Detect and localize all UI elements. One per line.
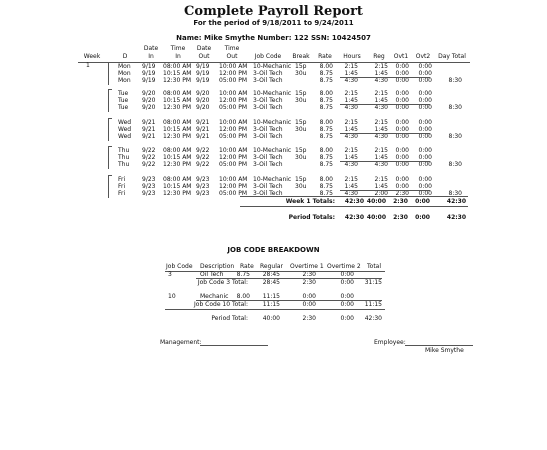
bd-col-ot1: Overtime 1 — [290, 263, 324, 270]
week-totals-ovt2: 0:00 — [415, 198, 430, 205]
row-job-code: 10-Mechanic — [253, 90, 292, 97]
row-hours: 4:30 — [344, 190, 358, 197]
row-ovt2: 0:00 — [418, 97, 432, 104]
row-date-in: 9/20 — [142, 90, 156, 97]
row-day-label: Mon — [118, 63, 131, 70]
row-date-out: 9/19 — [196, 77, 210, 84]
col-reg: Reg — [373, 53, 385, 60]
col-week: Week — [83, 53, 101, 60]
bd-period-ot2: 0:00 — [340, 315, 354, 322]
day-total-rule — [340, 161, 430, 162]
row-hours: 2:15 — [344, 63, 358, 70]
row-ovt1: 0:00 — [395, 70, 409, 77]
row-date-in: 9/21 — [142, 133, 156, 140]
row-rate: 8.75 — [319, 154, 333, 161]
row-rate: 8.75 — [319, 133, 333, 140]
row-hours: 1:45 — [344, 97, 358, 104]
row-ovt2: 0:00 — [418, 176, 432, 183]
row-day-label: Wed — [118, 133, 132, 140]
week-totals-rule — [240, 196, 468, 197]
day-group-bracket — [108, 175, 112, 198]
row-time-out: 12:00 PM — [219, 70, 247, 77]
row-ovt2: 0:00 — [418, 183, 432, 190]
row-reg: 2:15 — [374, 147, 388, 154]
row-rate: 8.00 — [319, 90, 333, 97]
row-time-out: 10:00 AM — [219, 176, 248, 183]
day-group-bracket — [108, 89, 112, 112]
row-reg: 2:00 — [374, 190, 388, 197]
bd-code: 3 — [168, 271, 172, 278]
row-time-in: 08:00 AM — [163, 147, 192, 154]
row-day-label: Thu — [118, 161, 130, 168]
week-totals-hours: 42:30 — [344, 198, 364, 205]
week-number: 1 — [86, 62, 90, 69]
day-total-rule — [340, 104, 430, 105]
row-rate: 8.75 — [319, 97, 333, 104]
row-hours: 1:45 — [344, 183, 358, 190]
row-reg: 1:45 — [374, 154, 388, 161]
day-group-bracket — [108, 146, 112, 169]
row-time-in: 12:30 PM — [163, 133, 191, 140]
bd-rate: 8.00 — [236, 293, 250, 300]
bd-col-description: Description — [200, 263, 235, 270]
row-day-label: Tue — [118, 97, 129, 104]
row-date-in: 9/20 — [142, 97, 156, 104]
day-group-bracket — [108, 118, 112, 141]
row-rate: 8.75 — [319, 126, 333, 133]
row-time-in: 08:00 AM — [163, 119, 192, 126]
bd-total-ot2: 0:00 — [340, 279, 354, 286]
row-job-code: 3-Oil Tech — [253, 126, 283, 133]
row-hours: 4:30 — [344, 133, 358, 140]
bd-description: Mechanic — [200, 293, 229, 300]
day-total-rule — [340, 77, 430, 78]
period-totals-ovt1: 2:30 — [393, 214, 408, 221]
row-ovt2: 0:00 — [418, 90, 432, 97]
bd-ot2: 0:00 — [340, 293, 354, 300]
row-date-in: 9/22 — [142, 147, 156, 154]
row-job-code: 3-Oil Tech — [253, 133, 283, 140]
row-time-in: 12:30 PM — [163, 161, 191, 168]
row-day-total: 8:30 — [448, 104, 462, 111]
col-rate: Rate — [318, 53, 332, 60]
row-date-out: 9/22 — [196, 154, 210, 161]
row-day-label: Mon — [118, 70, 131, 77]
row-ovt1: 0:00 — [395, 119, 409, 126]
row-date-out: 9/21 — [196, 133, 210, 140]
row-time-out: 12:00 PM — [219, 183, 247, 190]
row-date-in: 9/19 — [142, 77, 156, 84]
row-break: 15p — [295, 176, 307, 183]
row-date-out: 9/20 — [196, 104, 210, 111]
row-ovt2: 0:00 — [418, 104, 432, 111]
row-job-code: 3-Oil Tech — [253, 70, 283, 77]
row-reg: 1:45 — [374, 183, 388, 190]
row-break: 30u — [295, 97, 307, 104]
row-hours: 2:15 — [344, 147, 358, 154]
row-date-in: 9/20 — [142, 104, 156, 111]
col-break: Break — [292, 53, 310, 60]
row-time-in: 10:15 AM — [163, 126, 192, 133]
employee-signature-line — [405, 345, 473, 346]
row-rate: 8.75 — [319, 161, 333, 168]
report-period: For the period of 9/18/2011 to 9/24/2011 — [193, 19, 354, 27]
report-title: Complete Payroll Report — [184, 4, 363, 19]
day-total-rule — [340, 190, 430, 191]
row-day-label: Tue — [118, 104, 129, 111]
row-reg: 2:15 — [374, 90, 388, 97]
bd-total-ot2: 0:00 — [340, 301, 354, 308]
row-time-in: 08:00 AM — [163, 90, 192, 97]
col-time-out: Time Out — [224, 45, 240, 60]
row-ovt2: 0:00 — [418, 154, 432, 161]
bd-description: Oil Tech — [200, 271, 224, 278]
row-job-code: 3-Oil Tech — [253, 77, 283, 84]
row-day-total: 8:30 — [448, 77, 462, 84]
row-break: 15p — [295, 119, 307, 126]
row-time-out: 10:00 AM — [219, 63, 248, 70]
row-job-code: 3-Oil Tech — [253, 104, 283, 111]
bd-total-regular: 28:45 — [262, 279, 280, 286]
row-ovt2: 0:00 — [418, 161, 432, 168]
row-date-in: 9/22 — [142, 154, 156, 161]
period-totals-ovt2: 0:00 — [415, 214, 430, 221]
row-day-label: Mon — [118, 77, 131, 84]
col-date-in: Date In — [143, 45, 159, 60]
period-totals-hours: 42:30 — [344, 214, 364, 221]
col-date-out: Date Out — [196, 45, 212, 60]
row-time-in: 12:30 PM — [163, 190, 191, 197]
bd-ot1: 2:30 — [302, 271, 316, 278]
row-rate: 8.00 — [319, 176, 333, 183]
row-ovt2: 0:00 — [418, 126, 432, 133]
management-label: Management: — [160, 339, 202, 346]
period-totals-label: Period Totals: — [288, 214, 335, 221]
row-ovt2: 0:00 — [418, 63, 432, 70]
row-time-out: 12:00 PM — [219, 97, 247, 104]
row-rate: 8.75 — [319, 70, 333, 77]
day-total-rule — [340, 133, 430, 134]
breakdown-period-rule — [165, 309, 385, 310]
row-job-code: 3-Oil Tech — [253, 190, 283, 197]
bd-total-total: 31:15 — [364, 279, 382, 286]
row-date-out: 9/19 — [196, 63, 210, 70]
bd-total-regular: 11:15 — [262, 301, 280, 308]
col-day-total: Day Total — [438, 53, 466, 60]
row-ovt1: 0:00 — [395, 183, 409, 190]
row-reg: 2:15 — [374, 176, 388, 183]
row-day-total: 8:30 — [448, 161, 462, 168]
bd-col-regular: Regular — [260, 263, 284, 270]
row-job-code: 3-Oil Tech — [253, 161, 283, 168]
col-hours: Hours — [343, 53, 361, 60]
management-signature-line — [200, 345, 268, 346]
row-reg: 1:45 — [374, 126, 388, 133]
row-ovt1: 0:00 — [395, 97, 409, 104]
breakdown-title: JOB CODE BREAKDOWN — [227, 246, 320, 254]
row-time-in: 12:30 PM — [163, 104, 191, 111]
row-day-label: Fri — [118, 190, 126, 197]
bd-period-ot1: 2:30 — [302, 315, 316, 322]
row-date-in: 9/21 — [142, 126, 156, 133]
employee-label: Employee: — [374, 339, 406, 346]
col-job-code: Job Code — [254, 53, 282, 60]
row-date-out: 9/23 — [196, 190, 210, 197]
row-time-out: 10:00 AM — [219, 147, 248, 154]
row-day-label: Thu — [118, 147, 130, 154]
row-time-in: 10:15 AM — [163, 154, 192, 161]
bd-total-ot1: 2:30 — [302, 279, 316, 286]
bd-total-ot1: 0:00 — [302, 301, 316, 308]
row-break: 15p — [295, 90, 307, 97]
period-totals-reg: 40:00 — [366, 214, 386, 221]
row-break: 30u — [295, 154, 307, 161]
row-ovt2: 0:00 — [418, 147, 432, 154]
row-break: 30u — [295, 126, 307, 133]
row-reg: 4:30 — [374, 161, 388, 168]
row-rate: 8.75 — [319, 77, 333, 84]
col-time-in: Time In — [170, 45, 186, 60]
row-break: 15p — [295, 147, 307, 154]
row-rate: 8.75 — [319, 190, 333, 197]
row-time-out: 10:00 AM — [219, 90, 248, 97]
row-time-in: 10:15 AM — [163, 97, 192, 104]
row-hours: 2:15 — [344, 119, 358, 126]
row-day-label: Fri — [118, 183, 126, 190]
row-hours: 4:30 — [344, 104, 358, 111]
row-ovt1: 0:00 — [395, 63, 409, 70]
row-time-out: 12:00 PM — [219, 126, 247, 133]
row-ovt2: 0:00 — [418, 119, 432, 126]
row-date-in: 9/19 — [142, 70, 156, 77]
bd-total-label: Job Code 3 Total: — [197, 279, 248, 286]
bd-col-total: Total — [367, 263, 382, 270]
row-date-out: 9/21 — [196, 126, 210, 133]
row-time-in: 10:15 AM — [163, 70, 192, 77]
row-date-in: 9/19 — [142, 63, 156, 70]
row-job-code: 10-Mechanic — [253, 147, 292, 154]
day-group-bracket — [108, 62, 112, 85]
row-ovt1: 0:00 — [395, 104, 409, 111]
row-rate: 8.00 — [319, 119, 333, 126]
row-date-out: 9/22 — [196, 161, 210, 168]
row-reg: 4:30 — [374, 104, 388, 111]
row-ovt2: 0:00 — [418, 70, 432, 77]
row-ovt1: 2:30 — [395, 190, 409, 197]
row-job-code: 10-Mechanic — [253, 176, 292, 183]
row-date-in: 9/23 — [142, 190, 156, 197]
row-time-out: 10:00 AM — [219, 119, 248, 126]
bd-total-label: Job Code 10 Total: — [194, 301, 248, 308]
row-hours: 4:30 — [344, 77, 358, 84]
bd-ot1: 0:00 — [302, 293, 316, 300]
row-date-out: 9/19 — [196, 70, 210, 77]
employee-name: Mike Smythe — [425, 347, 464, 354]
row-ovt1: 0:00 — [395, 126, 409, 133]
bd-col-rate: Rate — [240, 263, 254, 270]
row-job-code: 10-Mechanic — [253, 63, 292, 70]
row-job-code: 3-Oil Tech — [253, 97, 283, 104]
row-date-out: 9/23 — [196, 176, 210, 183]
row-time-in: 08:00 AM — [163, 176, 192, 183]
row-reg: 2:15 — [374, 119, 388, 126]
row-reg: 4:30 — [374, 133, 388, 140]
row-day-total: 8:30 — [448, 190, 462, 197]
row-reg: 4:30 — [374, 77, 388, 84]
employee-info: Name: Mike Smythe Number: 122 SSN: 10424507 — [176, 34, 371, 42]
row-ovt1: 0:00 — [395, 176, 409, 183]
row-date-out: 9/20 — [196, 90, 210, 97]
period-totals-rule — [240, 206, 468, 207]
row-date-out: 9/23 — [196, 183, 210, 190]
row-rate: 8.00 — [319, 147, 333, 154]
week-totals-ovt1: 2:30 — [393, 198, 408, 205]
row-date-in: 9/23 — [142, 183, 156, 190]
col-ovt1: Ovt1 — [393, 53, 409, 60]
row-hours: 1:45 — [344, 154, 358, 161]
week-totals-day-total: 42:30 — [446, 198, 466, 205]
bd-period-regular: 40:00 — [262, 315, 280, 322]
row-time-in: 08:00 AM — [163, 63, 192, 70]
row-time-out: 12:00 PM — [219, 154, 247, 161]
row-day-label: Wed — [118, 119, 132, 126]
period-totals-day-total: 42:30 — [446, 214, 466, 221]
row-ovt2: 0:00 — [418, 190, 432, 197]
row-hours: 4:30 — [344, 161, 358, 168]
row-day-label: Tue — [118, 90, 129, 97]
row-time-out: 05:00 PM — [219, 104, 247, 111]
row-hours: 2:15 — [344, 176, 358, 183]
row-date-in: 9/23 — [142, 176, 156, 183]
row-ovt1: 0:00 — [395, 147, 409, 154]
row-reg: 1:45 — [374, 70, 388, 77]
row-ovt2: 0:00 — [418, 77, 432, 84]
bd-period-label: Period Total: — [211, 315, 248, 322]
row-day-label: Fri — [118, 176, 126, 183]
row-rate: 8.00 — [319, 63, 333, 70]
row-break: 30u — [295, 70, 307, 77]
col-ovt2: Ovt2 — [415, 53, 431, 60]
row-ovt1: 0:00 — [395, 133, 409, 140]
row-hours: 1:45 — [344, 70, 358, 77]
row-time-out: 05:00 PM — [219, 133, 247, 140]
row-ovt1: 0:00 — [395, 90, 409, 97]
bd-code: 10 — [168, 293, 176, 300]
row-date-out: 9/21 — [196, 119, 210, 126]
bd-regular: 11:15 — [262, 293, 280, 300]
row-time-out: 05:00 PM — [219, 190, 247, 197]
row-rate: 8.75 — [319, 183, 333, 190]
row-date-in: 9/21 — [142, 119, 156, 126]
row-reg: 1:45 — [374, 97, 388, 104]
bd-col-ot2: Overtime 2 — [327, 263, 361, 270]
row-reg: 2:15 — [374, 63, 388, 70]
row-date-out: 9/22 — [196, 147, 210, 154]
col-d: D — [122, 53, 128, 60]
row-break: 15p — [295, 63, 307, 70]
bd-col-job-code: Job Code — [166, 263, 193, 270]
bd-regular: 28:45 — [262, 271, 280, 278]
row-ovt1: 0:00 — [395, 77, 409, 84]
row-hours: 2:15 — [344, 90, 358, 97]
bd-period-total: 42:30 — [364, 315, 382, 322]
row-time-out: 05:00 PM — [219, 77, 247, 84]
bd-total-total: 11:15 — [364, 301, 382, 308]
row-day-label: Thu — [118, 154, 130, 161]
row-date-out: 9/20 — [196, 97, 210, 104]
row-break: 30u — [295, 183, 307, 190]
week-totals-label: Week 1 Totals: — [285, 198, 335, 205]
row-day-label: Wed — [118, 126, 132, 133]
bd-rate: 8.75 — [236, 271, 250, 278]
row-time-in: 12:30 PM — [163, 77, 191, 84]
row-ovt2: 0:00 — [418, 133, 432, 140]
week-totals-reg: 40:00 — [366, 198, 386, 205]
row-job-code: 3-Oil Tech — [253, 183, 283, 190]
row-day-total: 8:30 — [448, 133, 462, 140]
row-ovt1: 0:00 — [395, 154, 409, 161]
row-date-in: 9/22 — [142, 161, 156, 168]
row-hours: 1:45 — [344, 126, 358, 133]
row-time-in: 10:15 AM — [163, 183, 192, 190]
row-job-code: 3-Oil Tech — [253, 154, 283, 161]
row-job-code: 10-Mechanic — [253, 119, 292, 126]
bd-ot2: 0:00 — [340, 271, 354, 278]
row-ovt1: 0:00 — [395, 161, 409, 168]
row-rate: 8.75 — [319, 104, 333, 111]
row-time-out: 05:00 PM — [219, 161, 247, 168]
